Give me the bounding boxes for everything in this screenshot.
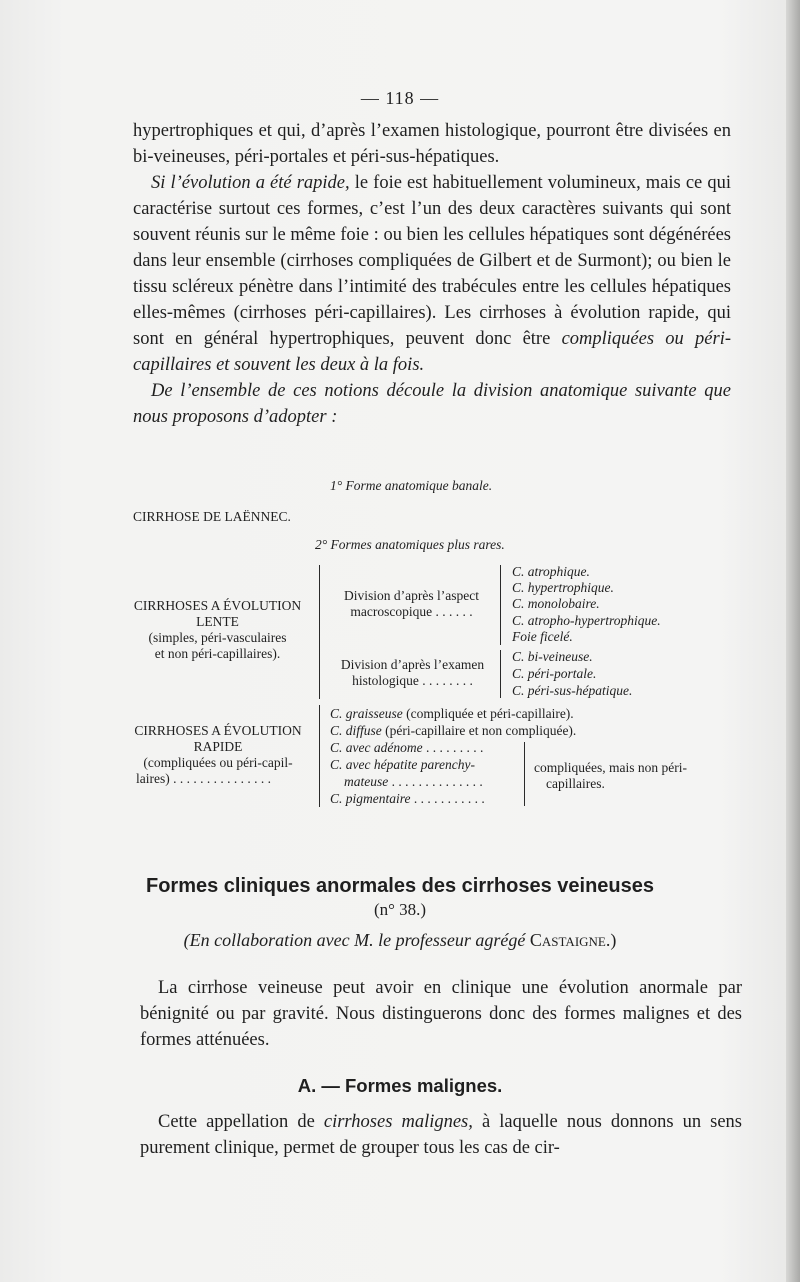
lente-sub-2: et non péri-capillaires). — [154, 646, 281, 661]
histo-item — [512, 665, 632, 682]
para5-a: Cette appellation de — [158, 1112, 324, 1132]
lente-title-1: CIRRHOSES A ÉVOLUTION — [133, 598, 302, 613]
aspect-item-text: Foie ficelé. — [512, 628, 573, 644]
collaborator-name: Castaigne.) — [529, 930, 617, 950]
rapide-item-name: C. diffuse — [330, 723, 382, 738]
forme-2 — [315, 537, 505, 553]
para5-italic: cirrhoses malignes, — [323, 1112, 473, 1132]
rapide-item-rest: . . . . . . . . . . . — [410, 791, 485, 806]
histo-item — [512, 682, 632, 699]
rapide-item-name: mateuse — [344, 774, 389, 789]
aspect-list — [512, 564, 661, 645]
division-histo-2: histologique . . . . . . . . — [352, 673, 473, 688]
section-number: (n° 38.) — [373, 900, 427, 919]
aspect-item — [512, 613, 661, 629]
aspect-item-text: C. atrophique. — [512, 564, 590, 579]
rapide-item-name: C. pigmentaire — [330, 791, 411, 806]
division-histo — [330, 657, 495, 689]
rapide-title-1: CIRRHOSES A ÉVOLUTION — [134, 723, 302, 738]
paragraph-5 — [140, 1109, 742, 1161]
rapide-sub-1: (compliquées ou péri-capil- — [143, 755, 293, 770]
histo-item — [512, 648, 632, 665]
para5-b: à laquelle nous donnons un sens purement clinique, permet de grouper tous les cas de cir- — [140, 1112, 743, 1158]
para2-italic-end: compliquées ou péri-capillaires et souvent les deux à la fois. — [133, 329, 731, 375]
lente-title — [120, 598, 315, 662]
aspect-item-text: C. atropho-hypertrophique. — [512, 612, 661, 628]
para2-main: le foie est habituellement volumineux, mais ce qui caractérise surtout ces formes, c’est l’un des deux caractères suivants qui sont souvent réunis sur le même foie : ou bien les cellules hépatiques sont dégénérées dans leur ensemble (cirrhoses compliquées de Gilbert et de Surmont); ou bien le tissu scléreux pénètre dans l’intimité des trabécules entre les cellules hépatiques elles-mêmes (cirrhoses péri-capillaires). Les cirrhoses à évolution rapide, qui sont en général hypertrophiques, peuvent donc être — [133, 173, 731, 349]
rapide-title — [118, 723, 318, 787]
aspect-item-text: C. hypertrophique. — [512, 580, 614, 596]
intro-paragraphs — [133, 118, 731, 430]
rapide-item — [330, 722, 576, 739]
rapide-item — [330, 705, 576, 722]
para3-text: De l’ensemble de ces notions découle la division anatomique suivante que nous proposons d’adopter : — [133, 381, 731, 427]
rapide-right-2: capillaires. — [546, 776, 605, 791]
histo-item-text: C. péri-sus-hépatique. — [512, 683, 633, 698]
collaboration-text: (En collaboration avec M. le professeur agrégé — [183, 930, 526, 950]
rapide-item-name: C. avec hépatite parenchy- — [330, 757, 475, 772]
paragraph-1: hypertrophiques et qui, d’après l’examen histologique, pourront être divisées en bi-veineuses, péri-portales et péri-sus-hépatiques. — [133, 121, 731, 167]
histo-list — [512, 648, 632, 699]
rapide-right-note — [534, 760, 687, 792]
rapide-item-rest: . . . . . . . . . — [422, 740, 484, 755]
forme-1 — [330, 478, 492, 494]
division-aspect-1: Division d’après l’aspect — [344, 588, 479, 603]
para2-lead: Si l’évolution a été rapide, — [151, 173, 350, 193]
paragraph-3 — [133, 378, 731, 430]
forme-2-text: 2° Formes anatomiques plus rares. — [315, 537, 505, 552]
histo-item-text: C. bi-veineuse. — [512, 649, 593, 664]
subheading: A. — Formes malignes. — [297, 1075, 503, 1096]
aspect-item — [512, 596, 661, 612]
rapide-item-name: C. graisseuse — [330, 706, 403, 721]
aspect-brace — [500, 565, 501, 645]
rapide-item — [330, 739, 576, 756]
aspect-item — [512, 564, 661, 580]
aspect-item — [512, 580, 661, 596]
lente-sub-1: (simples, péri-vasculaires — [148, 630, 287, 645]
rapide-item-rest: (péri-capillaire et non compliquée). — [381, 723, 577, 738]
lente-brace — [319, 565, 320, 699]
paragraph-4: La cirrhose veineuse peut avoir en clinique une évolution anormale par bénignité ou par gravité. Nous distinguerons donc des formes malignes et des formes atténuées. — [140, 978, 742, 1050]
division-histo-1: Division d’après l’examen — [340, 657, 485, 672]
paragraph-4-block — [140, 975, 742, 1053]
paragraph-5-block — [140, 1109, 742, 1161]
histo-item-text: C. péri-portale. — [512, 666, 597, 681]
rapide-item — [330, 790, 576, 807]
rapide-item-name: C. avec adénome — [330, 740, 423, 755]
laennec-label: CIRRHOSE DE LAËNNEC. — [133, 509, 291, 524]
lente-title-2: LENTE — [196, 614, 239, 629]
aspect-item-text: C. monolobaire. — [512, 596, 600, 612]
rapide-right-brace — [522, 742, 525, 806]
paragraph-2 — [133, 170, 731, 378]
division-aspect — [330, 588, 493, 620]
forme-1-text: 1° Forme anatomique banale. — [330, 478, 493, 493]
section-title: Formes cliniques anormales des cirrhoses veineuses — [145, 875, 654, 897]
page-number: — 118 — — [360, 88, 440, 108]
rapide-sub-2: laires) . . . . . . . . . . . . . . . — [136, 771, 271, 786]
rapide-item-rest: . . . . . . . . . . . . . . — [388, 774, 483, 789]
rapide-brace — [319, 705, 320, 807]
rapide-item-rest: (compliquée et péri-capillaire). — [402, 706, 574, 721]
rapide-title-2: RAPIDE — [193, 739, 243, 754]
histo-brace — [500, 650, 501, 698]
collaboration-line — [0, 930, 800, 951]
aspect-item — [512, 629, 661, 645]
rapide-right-1: compliquées, mais non péri- — [534, 760, 687, 775]
division-aspect-2: macroscopique . . . . . . — [350, 604, 473, 619]
